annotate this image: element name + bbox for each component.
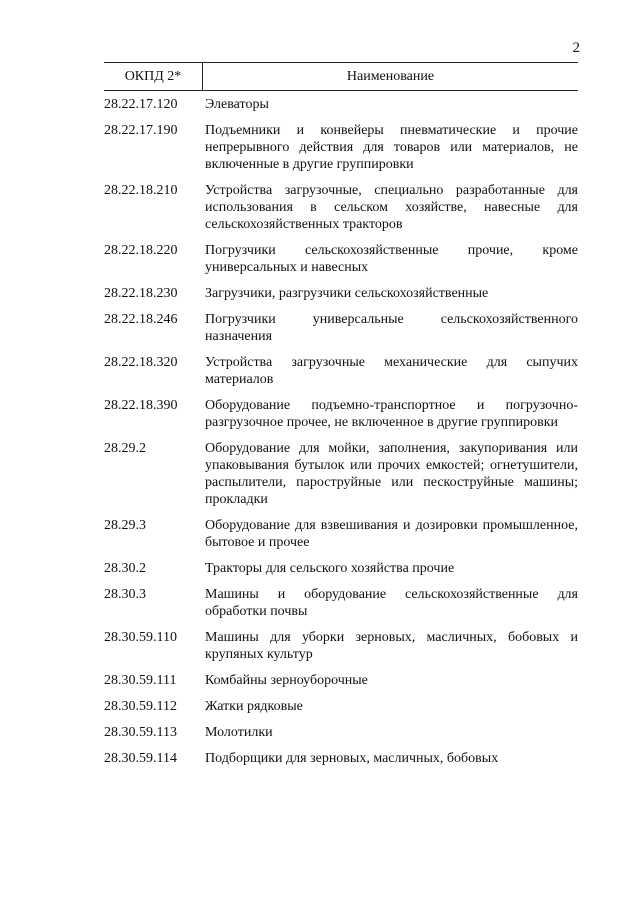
row-code: 28.22.17.120 bbox=[104, 97, 178, 112]
row-code: 28.30.59.112 bbox=[104, 699, 177, 714]
table-row bbox=[104, 560, 578, 577]
row-name: Оборудование для взвешивания и дозировки промышленное, бытовое и прочее bbox=[205, 518, 578, 550]
row-code: 28.22.18.246 bbox=[104, 312, 178, 327]
row-code: 28.22.18.210 bbox=[104, 183, 178, 198]
row-code: 28.22.17.190 bbox=[104, 123, 178, 138]
header-code: ОКПД 2* bbox=[104, 63, 203, 90]
table-row bbox=[104, 182, 578, 233]
table-row bbox=[104, 397, 578, 431]
table-row bbox=[104, 354, 578, 388]
page-number: 2 bbox=[572, 40, 580, 56]
row-name: Жатки рядковые bbox=[205, 699, 303, 714]
table-row bbox=[104, 672, 578, 689]
header-name: Наименование bbox=[346, 69, 435, 84]
row-name: Молотилки bbox=[205, 725, 273, 740]
row-name: Машины и оборудование сельскохозяйственные для обработки почвы bbox=[205, 587, 578, 619]
table-row bbox=[104, 242, 578, 276]
table-row bbox=[104, 311, 578, 345]
row-name: Устройства загрузочные механические для сыпучих материалов bbox=[205, 355, 578, 387]
row-code: 28.30.59.113 bbox=[104, 725, 177, 740]
row-code: 28.22.18.320 bbox=[104, 355, 178, 370]
row-name: Подборщики для зерновых, масличных, бобовых bbox=[205, 751, 499, 766]
row-name: Машины для уборки зерновых, масличных, бобовых и крупяных культур bbox=[205, 630, 578, 662]
row-name: Тракторы для сельского хозяйства прочие bbox=[205, 561, 455, 576]
row-code: 28.29.2 bbox=[104, 441, 146, 456]
row-code: 28.22.18.220 bbox=[104, 243, 178, 258]
row-name: Подъемники и конвейеры пневматические и прочие непрерывного действия для товаров или материалов, не включенные в другие группировки bbox=[205, 123, 578, 172]
row-code: 28.30.59.114 bbox=[104, 751, 177, 766]
table-row bbox=[104, 285, 578, 302]
row-code: 28.30.3 bbox=[104, 587, 146, 602]
row-name: Элеваторы bbox=[205, 97, 269, 112]
row-name: Погрузчики сельскохозяйственные прочие, кроме универсальных и навесных bbox=[205, 243, 578, 275]
row-name: Загрузчики, разгрузчики сельскохозяйственные bbox=[205, 286, 489, 301]
table-row bbox=[104, 724, 578, 741]
table-row bbox=[104, 122, 578, 173]
row-code: 28.30.59.111 bbox=[104, 673, 177, 688]
row-name: Погрузчики универсальные сельскохозяйственного назначения bbox=[205, 312, 578, 344]
row-name: Оборудование подъемно-транспортное и погрузочно-разгрузочное прочее, не включенное в другие группировки bbox=[205, 398, 578, 430]
table-row bbox=[104, 698, 578, 715]
row-code: 28.22.18.230 bbox=[104, 286, 178, 301]
table-row bbox=[104, 440, 578, 508]
okpd-table bbox=[104, 62, 578, 767]
row-code: 28.22.18.390 bbox=[104, 398, 178, 413]
row-name: Устройства загрузочные, специально разработанные для использования в сельском хозяйстве, навесные для сельскохозяйственных тракторов bbox=[205, 183, 578, 232]
row-name: Комбайны зерноуборочные bbox=[205, 673, 368, 688]
row-code: 28.30.2 bbox=[104, 561, 146, 576]
table-row bbox=[104, 96, 578, 113]
table-row bbox=[104, 586, 578, 620]
row-code: 28.29.3 bbox=[104, 518, 146, 533]
table-row bbox=[104, 517, 578, 551]
table-row bbox=[104, 750, 578, 767]
table-header bbox=[104, 62, 578, 91]
row-code: 28.30.59.110 bbox=[104, 630, 177, 645]
row-name: Оборудование для мойки, заполнения, закупоривания или упаковывания бутылок или прочих емкостей; огнетушители, распылители, пароструйные или пескоструйные машины; прокладки bbox=[205, 441, 578, 507]
table-row bbox=[104, 629, 578, 663]
